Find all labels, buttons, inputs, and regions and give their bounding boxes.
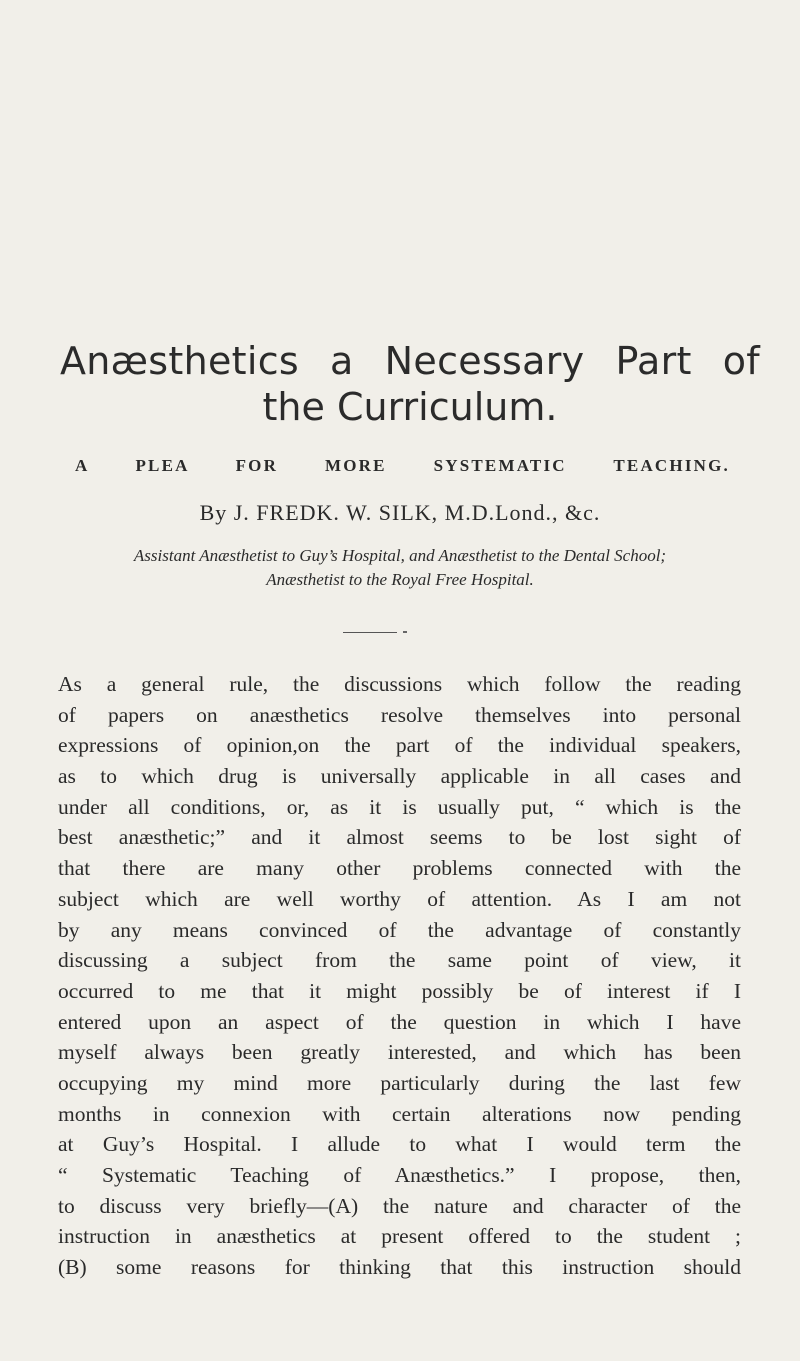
- body-line: months in connexion with certain alterations now pending: [58, 1101, 741, 1126]
- body-line: expressions of opinion,on the part of the individual speakers,: [58, 733, 741, 758]
- body-line: “ Systematic Teaching of Anæsthetics.” I propose, then,: [58, 1163, 741, 1187]
- title-line-1: Anæsthetics a Necessary Part of: [60, 339, 760, 383]
- body-line: best anæsthetic;” and it almost seems to be lost sight of: [58, 825, 741, 850]
- body-line: subject which are well worthy of attention. As I am not: [58, 886, 741, 911]
- body-line: (B) some reasons for thinking that this instruction should: [58, 1255, 741, 1280]
- affiliation-line-2: Anæsthetist to the Royal Free Hospital.: [266, 570, 534, 589]
- body-line: as to which drug is universally applicable in all cases and: [58, 764, 741, 789]
- title-line-2: the Curriculum.: [262, 385, 558, 429]
- body-line: discussing a subject from the same point of view, it: [58, 948, 741, 973]
- body-line: occupying my mind more particularly during the last few: [58, 1070, 741, 1095]
- body-line: under all conditions, or, as it is usually put, “ which is the: [58, 794, 741, 819]
- body-line: to discuss very briefly—(A) the nature and character of the: [58, 1193, 741, 1218]
- author-byline: By J. FREDK. W. SILK, M.D.Lond., &c.: [199, 500, 601, 525]
- subtitle: A PLEA FOR MORE SYSTEMATIC TEACHING.: [75, 456, 730, 475]
- affiliation-line-1: Assistant Anæsthetist to Guy’s Hospital, and Anæsthetist to the Dental School;: [133, 546, 667, 565]
- body-line: that there are many other problems connected with the: [58, 856, 741, 881]
- body-line: myself always been greatly interested, and which has been: [58, 1040, 741, 1065]
- body-line: instruction in anæsthetics at present offered to the student ;: [58, 1224, 741, 1249]
- body-line: As a general rule, the discussions which follow the reading: [58, 672, 741, 696]
- divider-dot: [403, 631, 407, 633]
- body-line: entered upon an aspect of the question in which I have: [58, 1009, 741, 1034]
- body-line: occurred to me that it might possibly be of interest if I: [58, 978, 741, 1003]
- body-paragraph: [58, 669, 741, 1283]
- body-line: at Guy’s Hospital. I allude to what I would term the: [58, 1132, 741, 1157]
- body-line: of papers on anæsthetics resolve themselves into personal: [58, 702, 741, 727]
- body-line: by any means convinced of the advantage of constantly: [58, 917, 741, 942]
- section-divider: [343, 632, 397, 633]
